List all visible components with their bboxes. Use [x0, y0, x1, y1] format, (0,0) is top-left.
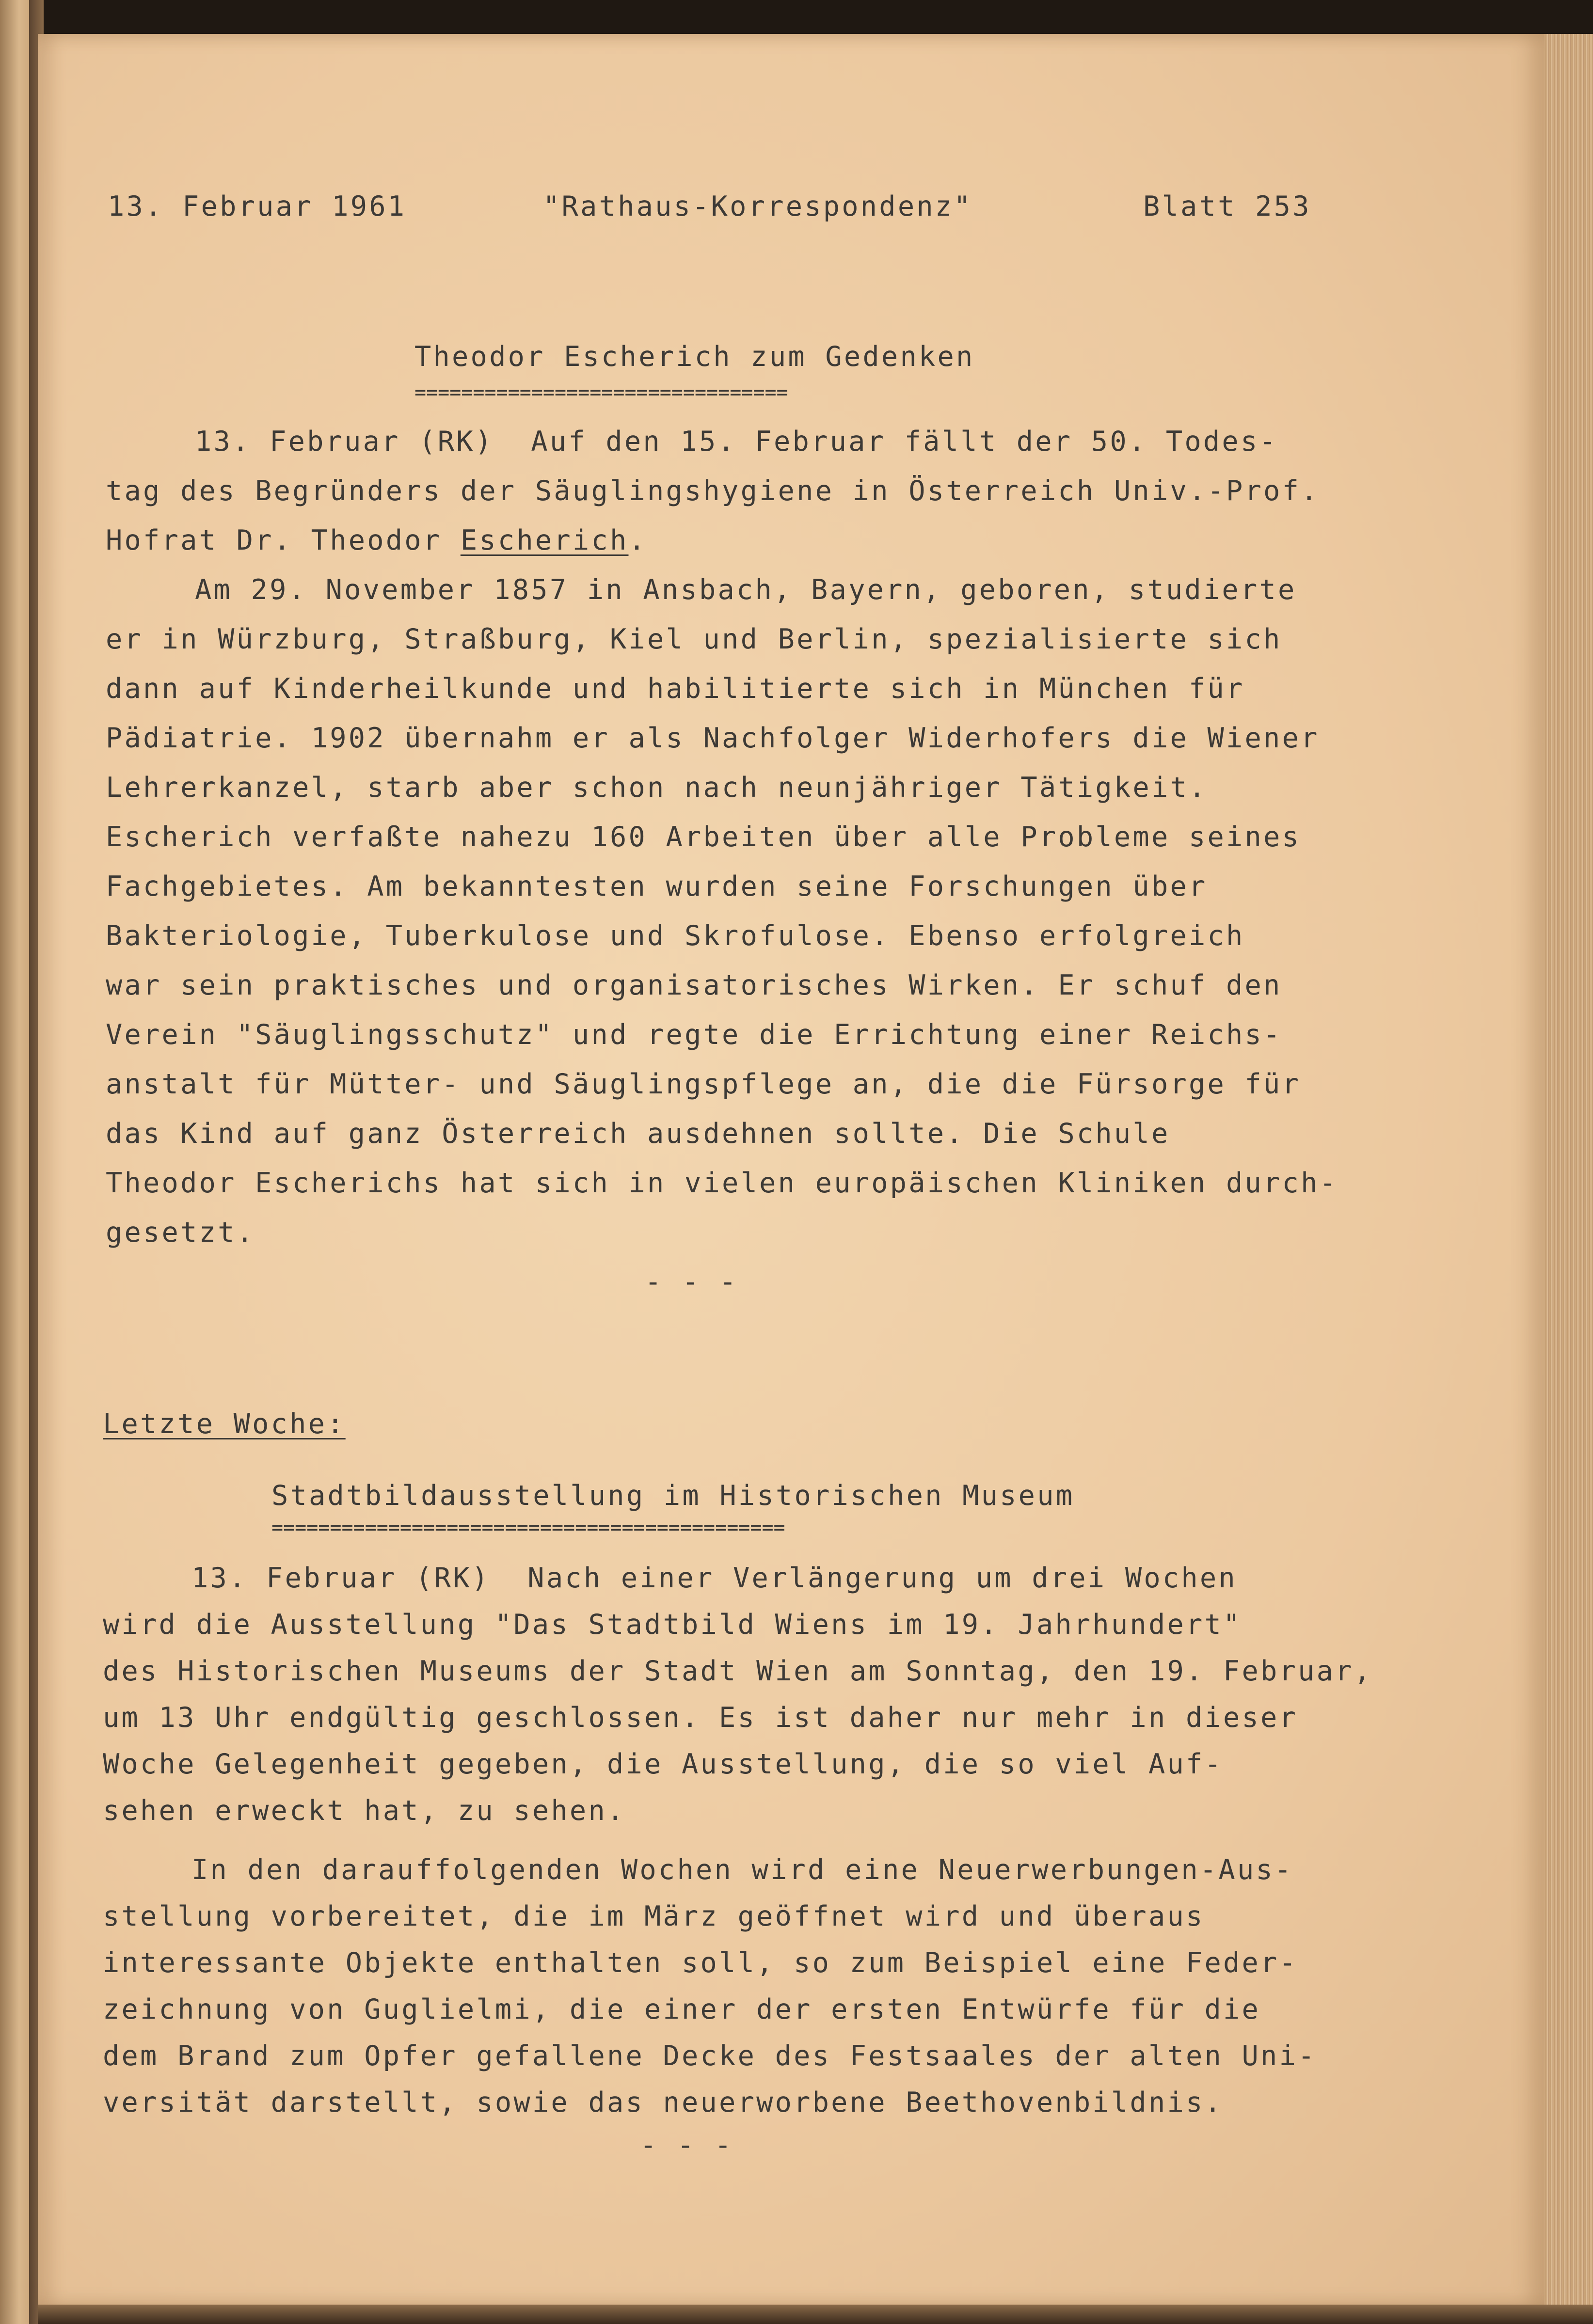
article2-line-10: zeichnung von Guglielmi, die einer der ersten Entwürfe für die	[103, 1993, 1261, 2025]
article1-line-5: er in Würzburg, Straßburg, Kiel und Berlin, spezialisierte sich	[106, 623, 1282, 655]
article1-title: Theodor Escherich zum Gedenken	[414, 341, 975, 373]
article1-line-12: war sein praktisches und organisatorisches Wirken. Er schuf den	[106, 969, 1282, 1001]
header-publication: "Rathaus-Korrespondenz"	[543, 190, 972, 222]
article1-line-9: Escherich verfaßte nahezu 160 Arbeiten über alle Probleme seines	[106, 821, 1301, 853]
article2-line-5: Woche Gelegenheit gegeben, die Ausstellung, die so viel Auf-	[103, 1748, 1224, 1780]
article1-line-10: Fachgebietes. Am bekanntesten wurden seine Forschungen über	[106, 870, 1208, 902]
article1-line-7: Pädiatrie. 1902 übernahm er als Nachfolger Widerhofers die Wiener	[106, 722, 1320, 754]
header-date: 13. Februar 1961	[108, 190, 407, 222]
article1-line-13: Verein "Säuglingsschutz" und regte die Errichtung einer Reichs-	[106, 1019, 1282, 1051]
article2-line-8: stellung vorbereitet, die im März geöffnet wird und überaus	[103, 1900, 1205, 1932]
bottom-shadow	[38, 2305, 1593, 2324]
article2-title: Stadtbildausstellung im Historischen Museum	[271, 1480, 1075, 1512]
article1-line-11: Bakteriologie, Tuberkulose und Skrofulose. Ebenso erfolgreich	[106, 920, 1245, 952]
article1-line-4: Am 29. November 1857 in Ansbach, Bayern, geboren, studierte	[195, 574, 1297, 606]
article2-line-6: sehen erweckt hat, zu sehen.	[103, 1795, 626, 1827]
article1-separator: - - -	[645, 1266, 738, 1298]
article2-separator: - - -	[640, 2129, 733, 2161]
article1-line-15: das Kind auf ganz Österreich ausdehnen sollte. Die Schule	[106, 1118, 1170, 1150]
article2-line-11: dem Brand zum Opfer gefallene Decke des Festsaales der alten Uni-	[103, 2040, 1317, 2072]
article2-title-rule: ============================================	[271, 1517, 785, 1539]
article2-line-1: 13. Februar (RK) Nach einer Verlängerung um drei Wochen	[191, 1562, 1237, 1594]
article2-line-4: um 13 Uhr endgültig geschlossen. Es ist daher nur mehr in dieser	[103, 1702, 1298, 1734]
article1-title-rule: ================================	[414, 381, 788, 404]
header-sheet-number: Blatt 253	[1143, 190, 1311, 222]
article1-line-6: dann auf Kinderheilkunde und habilitierte sich in München für	[106, 673, 1245, 705]
article1-line-2: tag des Begründers der Säuglingshygiene in Österreich Univ.-Prof.	[106, 475, 1320, 507]
article2-line-3: des Historischen Museums der Stadt Wien am Sonntag, den 19. Februar,	[103, 1655, 1373, 1687]
section-label: Letzte Woche:	[103, 1408, 346, 1440]
article2-line-2: wird die Ausstellung "Das Stadtbild Wiens im 19. Jahrhundert"	[103, 1609, 1242, 1641]
article2-line-7: In den darauffolgenden Wochen wird eine Neuerwerbungen-Aus-	[191, 1854, 1293, 1886]
article1-line-17: gesetzt.	[106, 1217, 255, 1249]
article2-line-12: versität darstellt, sowie das neuerworbene Beethovenbildnis.	[103, 2087, 1224, 2118]
article1-line-3: Hofrat Dr. Theodor Escherich.	[106, 524, 648, 556]
stacked-page-edges	[1545, 34, 1593, 2307]
article2-line-9: interessante Objekte enthalten soll, so zum Beispiel eine Feder-	[103, 1947, 1298, 1979]
article1-line-14: anstalt für Mütter- und Säuglingspflege an, die die Fürsorge für	[106, 1068, 1301, 1100]
article1-line-8: Lehrerkanzel, starb aber schon nach neunjähriger Tätigkeit.	[106, 772, 1208, 804]
underlined-name: Escherich	[460, 524, 629, 556]
article1-line-16: Theodor Escherichs hat sich in vielen europäischen Kliniken durch-	[106, 1167, 1338, 1199]
article1-line-1: 13. Februar (RK) Auf den 15. Februar fällt der 50. Todes-	[195, 426, 1278, 458]
